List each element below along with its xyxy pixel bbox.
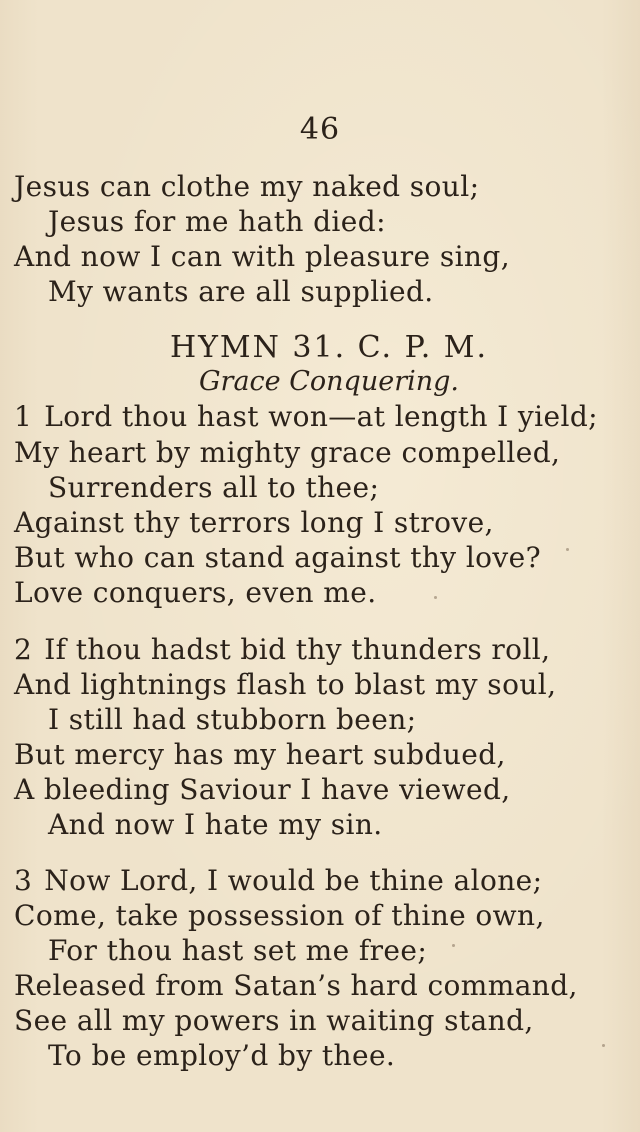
verse-line: My heart by mighty grace compelled, [14, 436, 561, 469]
verse-line: And lightnings flash to blast my soul, [14, 668, 557, 701]
verse-line [14, 633, 550, 667]
verse-line: Come, take possession of thine own, [14, 899, 545, 932]
verse-line: Love conquers, even me. [14, 576, 377, 609]
verse-text: Now Lord, I would be thine alone; [44, 864, 543, 897]
page-number: 46 [299, 112, 341, 147]
verse-text: Lord thou hast won—at length I yield; [44, 400, 598, 433]
verse-line [14, 400, 598, 434]
verse-number: 2 [14, 633, 33, 666]
verse-line: Released from Satan’s hard command, [14, 969, 578, 1002]
hymn-subtitle: Grace Conquering. [198, 366, 459, 397]
paper-speck [434, 596, 437, 599]
verse-line: And now I hate my sin. [48, 808, 383, 841]
verse-line: For thou hast set me free; [48, 934, 428, 967]
verse-line: To be employ’d by thee. [48, 1039, 396, 1072]
paper-speck [452, 944, 455, 947]
verse-line: See all my powers in waiting stand, [14, 1004, 534, 1037]
verse-line: I still had stubborn been; [48, 703, 417, 736]
stanza-line: Jesus can clothe my naked soul; [14, 170, 480, 203]
paper-speck [602, 1044, 605, 1047]
verse-line [14, 864, 542, 898]
hymn-title: HYMN 31. C. P. M. [169, 330, 489, 365]
verse-number: 3 [14, 864, 33, 897]
verse-text: If thou hadst bid thy thunders roll, [44, 633, 551, 666]
verse-line: Against thy terrors long I strove, [14, 506, 494, 539]
verse-line: But who can stand against thy love? [14, 541, 542, 574]
stanza-line: Jesus for me hath died: [48, 205, 386, 238]
verse-line: A bleeding Saviour I have viewed, [14, 773, 511, 806]
stanza-line: And now I can with pleasure sing, [14, 240, 510, 273]
verse-line: Surrenders all to thee; [48, 471, 380, 504]
stanza-line: My wants are all supplied. [48, 275, 434, 308]
verse-line: But mercy has my heart subdued, [14, 738, 506, 771]
paper-speck [566, 548, 569, 551]
verse-number: 1 [14, 400, 33, 433]
